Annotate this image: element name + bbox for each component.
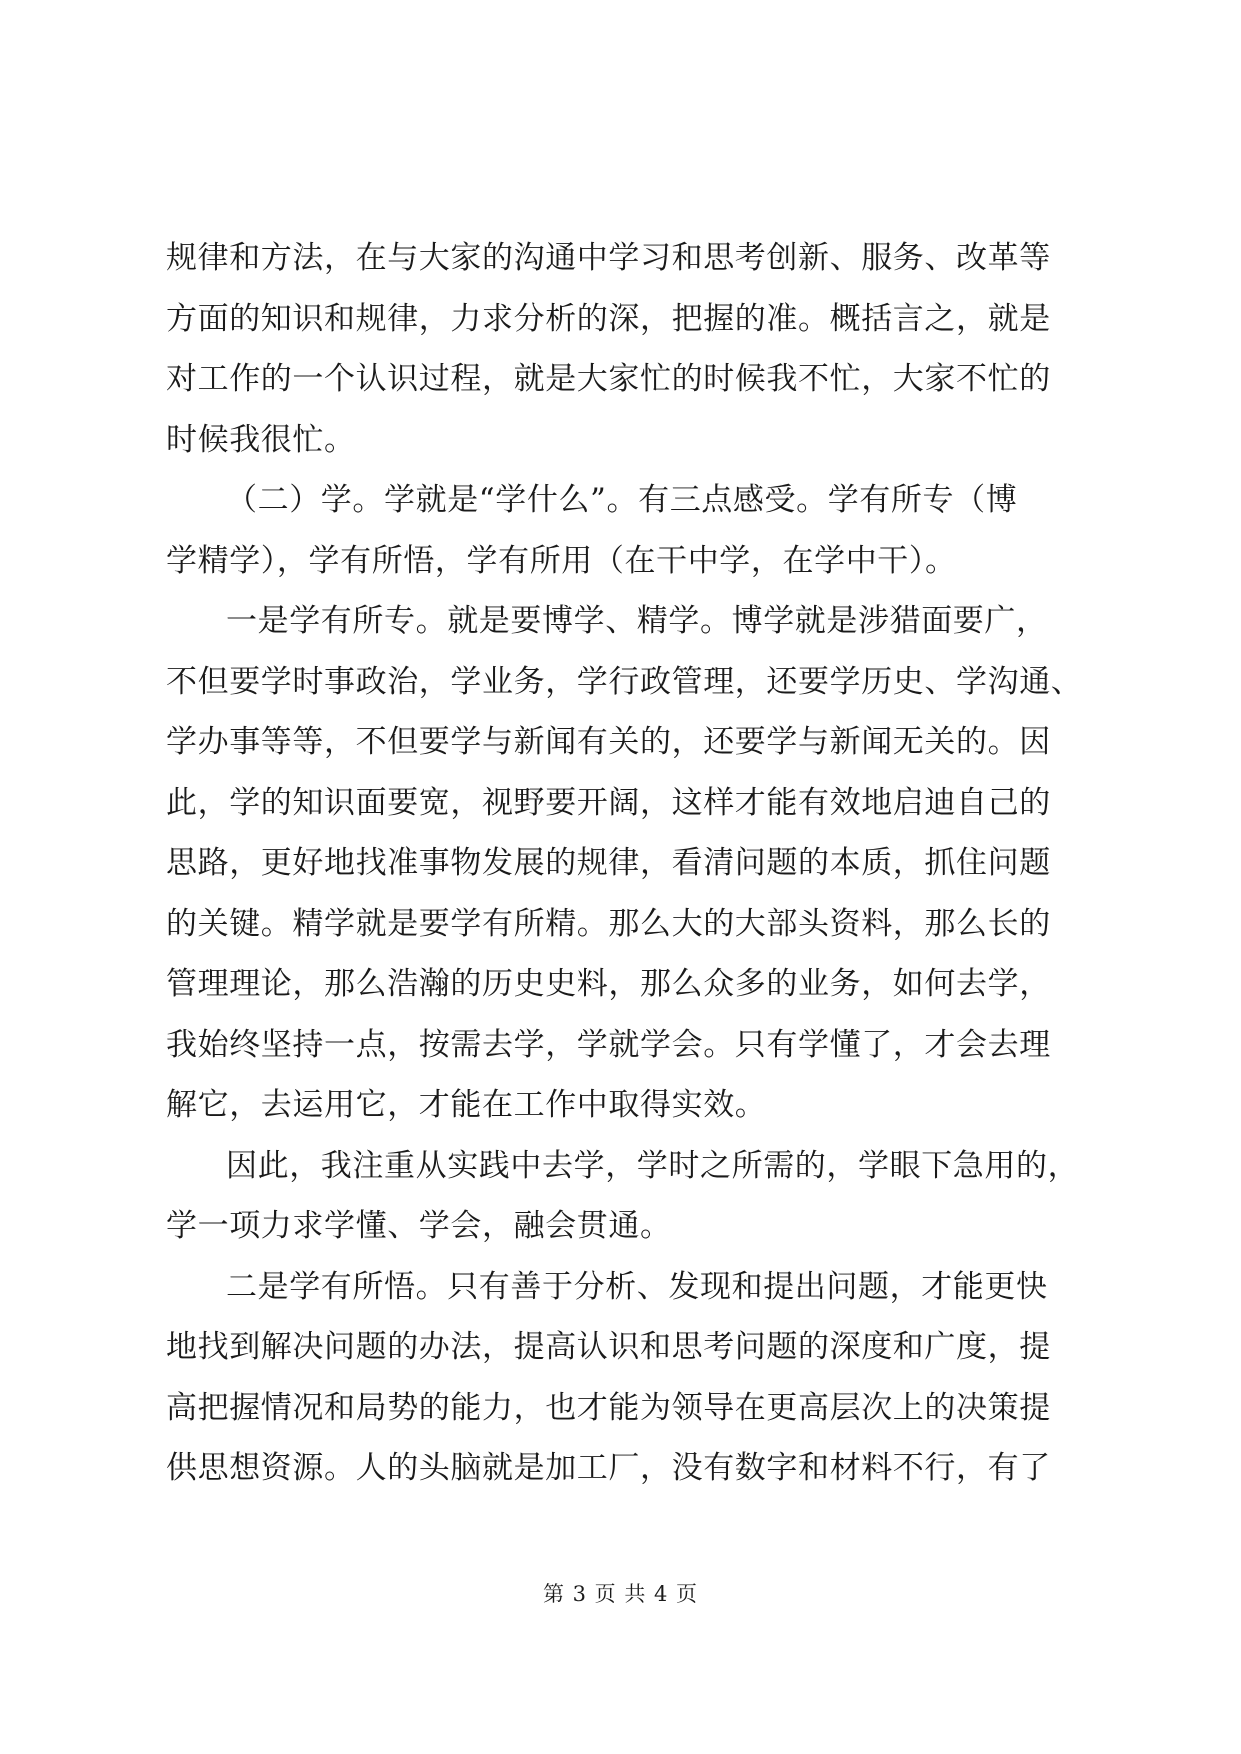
text-line: 思路，更好地找准事物发展的规律，看清问题的本质，抓住问题	[166, 845, 1051, 881]
text-line: 管理理论，那么浩瀚的历史史料，那么众多的业务，如何去学，	[166, 966, 1051, 1002]
text-line: 不但要学时事政治，学业务，学行政管理，还要学历史、学沟通、	[166, 663, 1083, 700]
paragraph-start-line: 一是学有所专。就是要博学、精学。博学就是涉猎面要广，	[226, 603, 1048, 639]
text-line: 时候我很忙。	[166, 421, 356, 458]
document-body	[166, 228, 1083, 1499]
text-line: 此，学的知识面要宽，视野要开阔，这样才能有效地启迪自己的	[166, 784, 1051, 821]
text-line: 学一项力求学懂、学会，融会贯通。	[166, 1208, 672, 1244]
section-heading-line: （二）学。学就是“学什么”。有三点感受。学有所专（博	[226, 482, 1018, 518]
text-line: 高把握情况和局势的能力，也才能为领导在更高层次上的决策提	[166, 1389, 1051, 1426]
paragraph-start-line: 因此，我注重从实践中去学，学时之所需的，学眼下急用的，	[226, 1147, 1080, 1184]
text-line: 解它，去运用它，才能在工作中取得实效。	[166, 1087, 767, 1123]
text-line: 的关键。精学就是要学有所精。那么大的大部头资料，那么长的	[166, 905, 1051, 942]
text-line: 学办事等等，不但要学与新闻有关的，还要学与新闻无关的。因	[166, 724, 1051, 760]
text-line: 我始终坚持一点，按需去学，学就学会。只有学懂了，才会去理	[166, 1026, 1051, 1063]
page-number-footer: 第 3 页 共 4 页	[542, 1582, 699, 1606]
text-line: 学精学），学有所悟，学有所用（在干中学，在学中干）。	[166, 542, 957, 579]
paragraph-start-line: 二是学有所悟。只有善于分析、发现和提出问题，才能更快	[226, 1268, 1048, 1305]
text-line: 对工作的一个认识过程，就是大家忙的时候我不忙，大家不忙的	[166, 361, 1051, 397]
text-line: 供思想资源。人的头脑就是加工厂，没有数字和材料不行，有了	[166, 1450, 1051, 1486]
text-line: 规律和方法，在与大家的沟通中学习和思考创新、服务、改革等	[166, 240, 1051, 276]
text-line: 方面的知识和规律，力求分析的深，把握的准。概括言之，就是	[166, 300, 1051, 337]
text-line: 地找到解决问题的办法，提高认识和思考问题的深度和广度，提	[166, 1329, 1051, 1365]
